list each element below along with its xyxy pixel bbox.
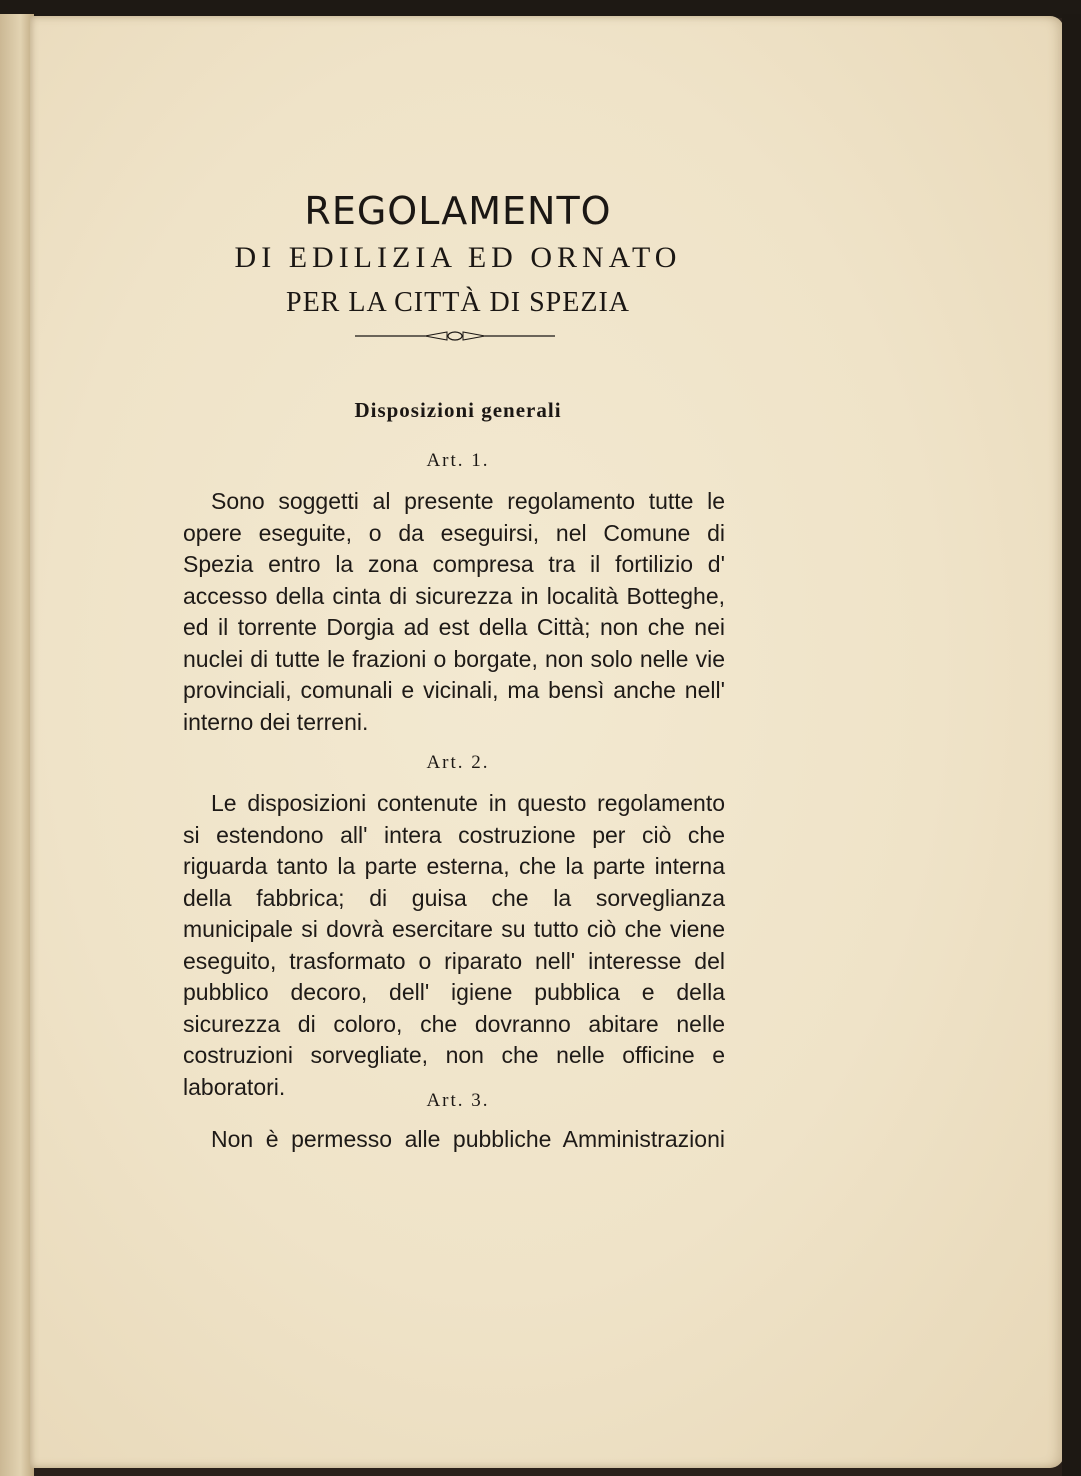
document-subtitle: DI EDILIZIA ED ORNATO (234, 241, 682, 274)
section-heading: Disposizioni generali (354, 398, 562, 422)
article-1-text: Sono soggetti al presente regolamento tutte le opere eseguite, o da eseguirsi, nel Comune di Spezia entro la zona compresa tra il fortilizio d' accesso della cinta di sicurezza in località Botteghe, ed il torrente Dorgia ad est della Città; non che nei nuclei di tutte le frazioni o borgate, non solo nelle vie provinciali, comunali e vicinali, ma bensì anche nell' interno dei terreni. (183, 488, 725, 735)
article-3-heading: Art. 3. (426, 1090, 490, 1111)
document-title: REGOLAMENTO (304, 189, 612, 233)
document-city-line: PER LA CITTÀ DI SPEZIA (286, 287, 630, 318)
article-1-heading: Art. 1. (426, 450, 490, 471)
article-2-heading: Art. 2. (426, 752, 490, 773)
article-2-text: Le disposizioni contenute in questo regolamento si estendono all' intera costruzione per ciò che riguarda tanto la parte esterna, che la parte interna della fabbrica; di guisa che la sorveglianza municipale si dovrà esercitare su tutto ciò che viene eseguito, trasformato o riparato nell' interesse del pubblico decoro, dell' igiene pubblica e della sicurezza di coloro, che dovranno abitare nelle costruzioni sorvegliate, non che nelle officine e laboratori. (183, 790, 725, 1100)
scan-right-border (1062, 14, 1081, 1476)
facing-page-edge (0, 14, 34, 1476)
article-3-text: Non è permesso alle pubbliche Amministrazioni (211, 1126, 725, 1152)
ornament-divider (355, 326, 555, 346)
